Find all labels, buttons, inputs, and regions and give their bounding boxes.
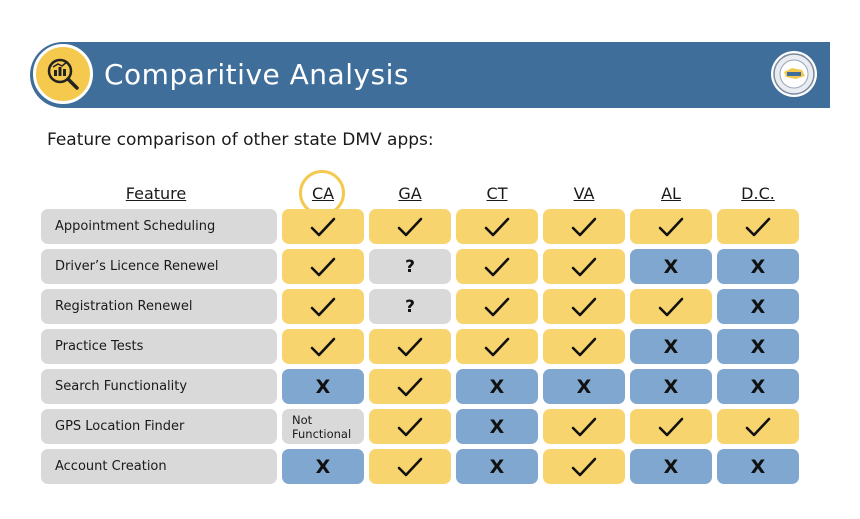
check-icon [484, 256, 510, 278]
not-functional-line2: Functional [292, 426, 352, 441]
not-functional-line1: Not [292, 412, 313, 427]
state-header-ct: CT [486, 184, 508, 203]
x-mark: X [489, 375, 505, 398]
cell-unsupported [282, 449, 364, 484]
cell-supported [369, 449, 451, 484]
x-mark: X [663, 255, 679, 278]
cell-unsupported [543, 369, 625, 404]
state-header-va: VA [573, 184, 595, 203]
not-functional-label [292, 413, 351, 441]
cell-unsupported [282, 369, 364, 404]
cell-unknown [369, 249, 451, 284]
cell-unsupported [456, 449, 538, 484]
check-icon [571, 456, 597, 478]
check-icon [658, 216, 684, 238]
cell-supported [456, 249, 538, 284]
cell-not-functional [282, 409, 364, 444]
check-icon [397, 216, 423, 238]
x-mark: X [750, 455, 766, 478]
cell-supported [282, 329, 364, 364]
cell-supported [543, 409, 625, 444]
check-icon [571, 216, 597, 238]
cell-unsupported [630, 369, 712, 404]
x-mark: X [663, 455, 679, 478]
cell-supported [543, 329, 625, 364]
check-icon [310, 336, 336, 358]
state-header-al: AL [661, 184, 681, 203]
check-icon [745, 416, 771, 438]
page-title: Comparitive Analysis [104, 58, 409, 91]
cell-supported [369, 209, 451, 244]
check-icon [397, 376, 423, 398]
cell-supported [543, 209, 625, 244]
cell-supported [282, 209, 364, 244]
check-icon [310, 216, 336, 238]
x-mark: X [489, 455, 505, 478]
cell-unsupported [456, 369, 538, 404]
cell-supported [630, 409, 712, 444]
feature-label: Account Creation [41, 449, 277, 484]
cell-supported [717, 209, 799, 244]
x-mark: X [576, 375, 592, 398]
check-icon [397, 456, 423, 478]
question-mark: ? [405, 296, 415, 317]
cell-unsupported [456, 409, 538, 444]
state-header-ga: GA [398, 184, 422, 203]
x-mark: X [663, 375, 679, 398]
cell-supported [630, 289, 712, 324]
feature-label: Search Functionality [41, 369, 277, 404]
feature-label: Appointment Scheduling [41, 209, 277, 244]
check-icon [571, 296, 597, 318]
cell-supported [369, 369, 451, 404]
cell-supported [543, 449, 625, 484]
feature-label: Driver’s Licence Renewel [41, 249, 277, 284]
cell-supported [282, 289, 364, 324]
check-icon [571, 336, 597, 358]
feature-label: GPS Location Finder [41, 409, 277, 444]
cell-supported [282, 249, 364, 284]
check-icon [571, 256, 597, 278]
x-mark: X [750, 335, 766, 358]
cell-supported [630, 209, 712, 244]
feature-label: Practice Tests [41, 329, 277, 364]
magnifier-chart-icon [33, 44, 93, 104]
x-mark: X [489, 415, 505, 438]
check-icon [571, 416, 597, 438]
check-icon [397, 336, 423, 358]
check-icon [484, 216, 510, 238]
cell-unknown [369, 289, 451, 324]
subtitle: Feature comparison of other state DMV apps: [47, 130, 434, 150]
question-mark: ? [405, 256, 415, 277]
state-header-ca: CA [311, 184, 335, 203]
check-icon [310, 256, 336, 278]
cell-unsupported [630, 329, 712, 364]
x-mark: X [315, 455, 331, 478]
cell-unsupported [630, 249, 712, 284]
cell-unsupported [717, 329, 799, 364]
dmv-seal-icon [771, 51, 817, 97]
check-icon [484, 336, 510, 358]
check-icon [658, 416, 684, 438]
check-icon [397, 416, 423, 438]
check-icon [310, 296, 336, 318]
state-header-dc: D.C. [741, 184, 775, 203]
cell-supported [543, 249, 625, 284]
cell-supported [369, 409, 451, 444]
cell-supported [456, 329, 538, 364]
cell-unsupported [717, 449, 799, 484]
feature-column-header: Feature [125, 184, 187, 203]
cell-unsupported [717, 289, 799, 324]
x-mark: X [750, 375, 766, 398]
cell-unsupported [717, 369, 799, 404]
x-mark: X [315, 375, 331, 398]
cell-supported [369, 329, 451, 364]
check-icon [745, 216, 771, 238]
x-mark: X [663, 335, 679, 358]
cell-supported [456, 289, 538, 324]
feature-label: Registration Renewel [41, 289, 277, 324]
cell-supported [543, 289, 625, 324]
x-mark: X [750, 295, 766, 318]
cell-supported [456, 209, 538, 244]
check-icon [658, 296, 684, 318]
x-mark: X [750, 255, 766, 278]
cell-supported [717, 409, 799, 444]
check-icon [484, 296, 510, 318]
cell-unsupported [717, 249, 799, 284]
cell-unsupported [630, 449, 712, 484]
